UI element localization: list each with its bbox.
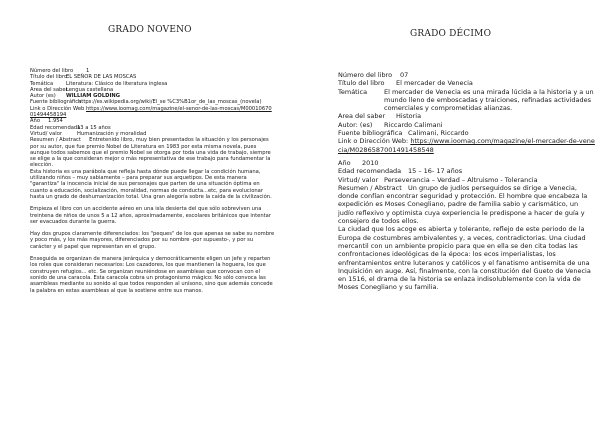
book-source: https://es.wikipedia.org/wiki/El_se %C3%B1or_de_las_moscas_(novela) [78, 99, 262, 106]
book-author: WILLIAM GOLDING [66, 93, 120, 100]
book-source: Calimani, Riccardo [408, 129, 469, 138]
field-label: Fuente bibliográfica [30, 99, 82, 106]
field-label: Resumen / Abstract [338, 183, 402, 192]
field-label: Fuente bibliográfica [338, 129, 403, 138]
book-number: 07 [400, 71, 409, 79]
grade-ninth-heading: GRADO NOVENO [108, 25, 192, 35]
field-link [30, 106, 275, 119]
field-label: Año [338, 158, 351, 167]
field-age [338, 167, 595, 175]
book-area: Lengua castellana [66, 86, 114, 93]
field-title [338, 79, 595, 87]
summary-paragraph: Esta historia es una parábola que refleja hasta dónde puede llegar la condición humana, utilizando niños – muy sabiamente – para preparar sus arquetipos. De esta manera "garantiza" la inocencia inicial de sus personajes que parten de una situación óptima en cuanto a educación, socialización, moralidad, normas de conducta...etc, para evolucionar hasta un grado de deshumanización total. Una gran alegoría sobre la caída de la civilización. [30, 168, 272, 200]
field-label: Area del saber [338, 112, 386, 121]
field-label: Resumen / Abstract [30, 137, 81, 144]
field-label: Año [30, 118, 41, 125]
field-virtue [338, 176, 595, 184]
summary-paragraph: La ciudad que los acoge es abierta y tolerante, reflejo de este periodo de la Europa de costumbres ambivalentes y, a veces, contradictorias. Una ciudad mercantil con un ambiente propicio para que en ella se den cita todas las confrontaciones ideológicas de la época: los ecos imperialistas, los enfrentamientos entre luteranos y católicos y el fanatismo antisemita de una Inquisición en auge. Así, finalmente, con la constitución del Gueto de Venecia en 1516, el drama de la historia se enlaza indisolublemente con la vida de Moses Conegliano y su familia. [338, 225, 591, 292]
book-year: 2010 [362, 158, 379, 167]
field-label: Título del libro [30, 74, 68, 81]
book-area: Historia [396, 112, 422, 121]
field-label: Link o Dirección Web: [338, 137, 409, 146]
book-author: Riccardo Calimani [384, 120, 443, 129]
field-label: Virtud/ valor [338, 175, 379, 184]
field-label: Area del saber [30, 86, 68, 93]
field-label: Temática [30, 80, 54, 87]
book-virtue: Perseverancia – Verdad – Altruismo - Tolerancia [384, 175, 538, 184]
field-label: Autor: (es) [338, 120, 373, 129]
field-label: Número del libro [30, 68, 74, 74]
summary-paragraph: Enseguida se organizan de manera jerárquica y democráticamente eligen un jefe y reparten los roles que consideran necesarios: Los cazadores, los que mantienen la hoguera, los que construyen refugios... etc. Se organizan reuniéndose en asambleas que convocan con el sonido de una caracola. Esta caracola cobra un protagonismo mágico: No sólo convoca las asambleas mediante su sonido al que todos responden al unísono, sino que además concede la palabra en estas asambleas al que la sostiene entre sus manos. [30, 256, 273, 294]
field-author [338, 121, 595, 129]
field-label: Número del libro [338, 71, 393, 79]
field-label: Edad recomendada [30, 124, 81, 131]
book-summary [30, 137, 275, 168]
field-link [338, 137, 595, 154]
field-year [338, 159, 595, 167]
book-card-ninth [30, 68, 275, 294]
field-label: Link o Dirección Web [30, 105, 85, 112]
field-label: Temática [338, 87, 368, 96]
book-age: 13 a 15 años [77, 124, 111, 131]
summary-text: Entretenido libro, muy bien presentados la situación y los personajes por su autor, que fue premio Nobel de Literatura en 1983 por esta misma novela, pues aunque todos sabemos que el premio Nobel se otorga por toda una vida de trabajo, siempre se elige a la que consideran mejor o más representativa de ese trabajo para fundamentar la elección. [30, 137, 271, 169]
book-theme: El mercader de Venecia es una mirada lúcida a la historia y a un mundo lleno de emboscadas y traiciones, refinadas actividades comerciales y comprometidas alianzas. [384, 87, 594, 113]
summary-text: Un grupo de judíos perseguidos se dirige a Venecia, donde confían encontrar seguridad y protección. El hombre que encabeza la expedición es Moses Coneglianο, padre de familia sabio y carismático, un judío reflexivo y optimista cuya experiencia le predispone a hacer de guía y consejero de todos ellos. [338, 183, 588, 226]
field-label: Edad recomendada [338, 167, 402, 176]
field-label: Título del libro [338, 79, 385, 88]
book-number: 1 [86, 68, 90, 74]
book-theme: Literatura: Clásico de literatura inglesa [66, 80, 168, 87]
field-label: Virtud/ valor [30, 130, 63, 137]
field-theme [338, 88, 595, 113]
book-title: El mercader de Venecia [396, 79, 473, 88]
book-age: 15 – 16- 17 años [408, 167, 463, 176]
book-card-tenth [338, 71, 595, 292]
summary-paragraph: Empieza el libro con un accidente aéreo en una isla desierta del que sólo sobreviven una treintena de niños de unos 5 a 12 años, aproximadamente, escolares británicos que intentar ser evacuados durante la guerra. [30, 206, 271, 225]
book-virtue: Humanización y moralidad [77, 130, 147, 137]
field-source [338, 129, 595, 137]
book-link[interactable]: https://www.ioomag.com/magazine/el-senor-de-las-moscas/M0001067001494458194 [30, 105, 272, 119]
book-summary [338, 184, 595, 225]
grade-tenth-heading: GRADO DÉCIMO [410, 29, 492, 39]
book-title: EL SEÑOR DE LAS MOSCAS [66, 74, 137, 81]
field-area [338, 112, 595, 120]
field-number [338, 71, 595, 79]
field-label: Autor (es) [30, 93, 56, 100]
summary-paragraph: Hay dos grupos claramente diferenciados: los "peques" de los que apenas se sabe su nombre y poco más, y los más mayores, diferenciados por su nombre -por supuesto-, y por su carácter y el papel que representan en el grupo. [30, 231, 275, 250]
book-year: 1.954 [48, 118, 63, 125]
book-link[interactable]: https://www.ioomag.com/magazine/el-mercader-de-venecia/M0286587001491458548 [338, 137, 595, 154]
